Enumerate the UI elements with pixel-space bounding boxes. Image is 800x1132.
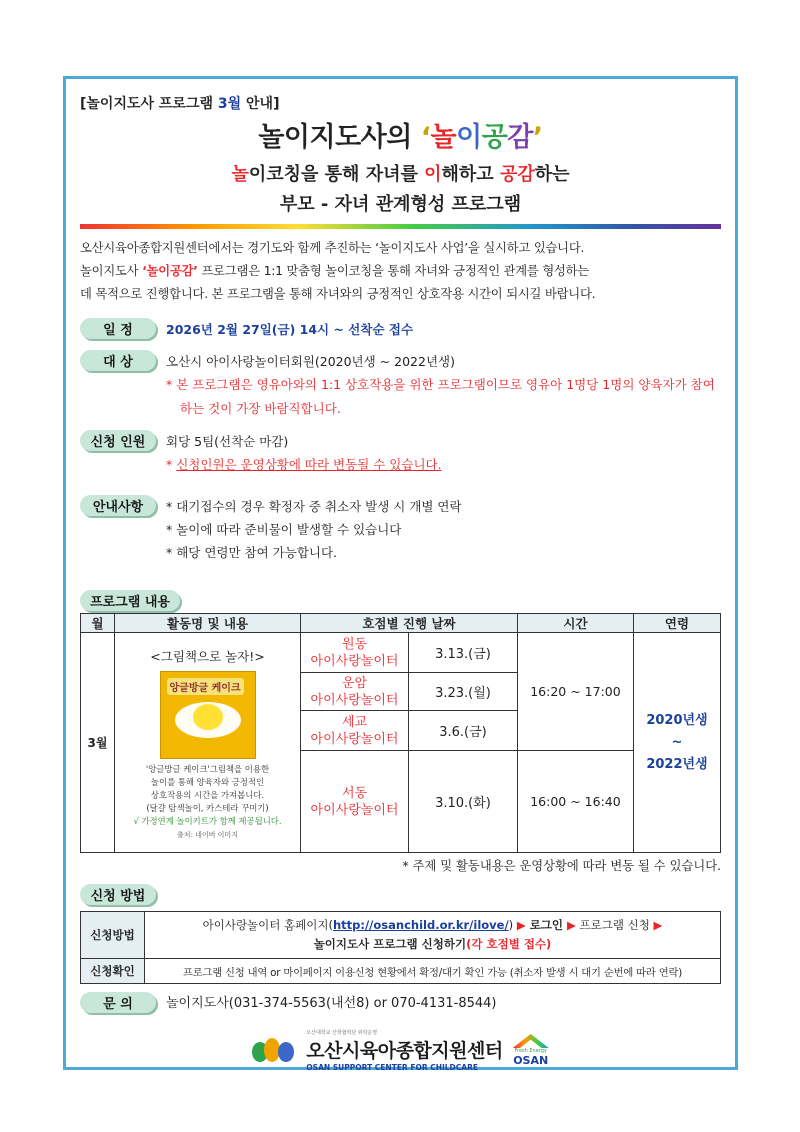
capacity-label: 신청 인원 — [80, 430, 156, 451]
location-type: 아이사랑놀이터 — [310, 802, 399, 818]
location-name: 서동 — [341, 785, 368, 801]
date-cell: 3.6.(금) — [409, 711, 518, 751]
capacity-note-star: * — [166, 457, 177, 472]
desc-line: 놀이를 통해 양육자와 긍정적인 — [150, 777, 265, 787]
activity-title: <그림책으로 놀자!> — [150, 649, 265, 664]
time-cell: 16:00 ~ 16:40 — [517, 751, 633, 853]
col-age: 연령 — [633, 614, 720, 633]
center-logo — [80, 1029, 721, 1072]
apply-method-head: 신청방법 — [81, 912, 145, 959]
subtitle-line-2: 부모 - 자녀 관계형성 프로그램 — [279, 194, 522, 215]
sub1-part-c: 이 — [424, 164, 442, 185]
schedule-value: 2026년 2월 27일(금) 14시 ~ 선착순 접수 — [166, 322, 414, 337]
activity-description — [115, 763, 300, 828]
arrow-icon: ▶ — [567, 918, 576, 932]
program-label: 프로그램 내용 — [80, 590, 180, 611]
schedule-row — [80, 318, 721, 341]
apply-login: 로그인 — [525, 918, 568, 932]
desc-line: 상호작용의 시간을 가져봅니다. — [150, 790, 265, 800]
age-to: 2022년생 — [646, 756, 708, 772]
osan-city-logo — [513, 1034, 549, 1067]
date-cell: 3.10.(화) — [409, 751, 518, 853]
contact-value: 놀이지도사(031-374-5563(내선8) or 070-4131-8544) — [166, 996, 497, 1011]
table-row — [81, 912, 721, 959]
capacity-content — [166, 430, 442, 477]
rainbow-divider — [80, 224, 721, 229]
center-name: 오산시육아종합지원센터 — [306, 1040, 503, 1062]
book-cover-image — [160, 671, 256, 759]
target-value: 오산시 아이사랑놀이터회원(2020년생 ~ 2022년생) — [166, 354, 455, 369]
apply-heading-row — [80, 884, 721, 905]
apply-line2-text: 놀이지도사 프로그램 신청하기 — [313, 937, 467, 951]
info-item: * 해당 연령만 참여 가능합니다. — [166, 545, 338, 560]
contact-row — [80, 992, 721, 1015]
intro-paragraph — [80, 237, 721, 306]
program-footnote: * 주제 및 활동내용은 운영상황에 따라 변동 될 수 있습니다. — [402, 859, 721, 873]
arrow-icon: ▶ — [516, 918, 526, 932]
info-label: 안내사항 — [80, 495, 156, 516]
subtitle-line-1 — [80, 160, 721, 186]
target-note: * 본 프로그램은 영유아와의 1:1 상호작용을 위한 프로그램이므로 영유아 1명당 1명의 양육자가 참여하는 것이 가장 바람직합니다. — [166, 377, 715, 416]
tag-suffix: 안내] — [241, 96, 280, 112]
title-char-2: 이 — [456, 122, 482, 153]
apply-method-cell — [145, 912, 721, 959]
center-logo-icon — [252, 1036, 296, 1066]
osan-slogan: Fresh Energy — [514, 1048, 547, 1054]
age-from: 2020년생 — [646, 712, 708, 728]
center-logo-top: 오산대학교 산학협력단 위탁운영 — [306, 1030, 378, 1036]
title-char-1: 놀 — [430, 122, 457, 153]
table-row — [81, 633, 721, 673]
sub1-part-e: 공감 — [499, 164, 535, 185]
osan-wing-icon — [513, 1034, 549, 1048]
center-english-name: OSAN SUPPORT CENTER FOR CHILDCARE — [306, 1063, 478, 1072]
target-content — [166, 350, 721, 421]
age-cell — [633, 633, 720, 853]
table-row — [81, 959, 721, 984]
location-name: 세교 — [341, 714, 368, 730]
image-source: 출처: 네이버 이미지 — [177, 831, 238, 839]
location-cell — [301, 673, 409, 711]
info-list — [166, 495, 462, 564]
capacity-note — [166, 453, 442, 477]
intro-line-2 — [80, 260, 721, 283]
apply-table — [80, 911, 721, 984]
intro-line-2-c: 프로그램은 1:1 맞춤형 놀이코칭을 통해 자녀와 긍정적인 관계를 형성하는 — [197, 264, 590, 278]
title-quote-close: ’ — [532, 122, 543, 153]
program-table — [80, 613, 721, 853]
target-row — [80, 350, 721, 421]
page-title — [80, 115, 721, 154]
info-item: * 놀이에 따라 준비물이 발생할 수 있습니다 — [166, 522, 402, 537]
desc-line-kit: √ 가정연계 놀이키트가 함께 제공됩니다. — [133, 816, 282, 826]
col-location-date: 호점별 진행 날짜 — [301, 614, 518, 633]
location-cell — [301, 711, 409, 751]
apply-method-line-2 — [151, 935, 714, 954]
capacity-value: 회당 5팀(선착순 마감) — [166, 434, 289, 449]
location-type: 아이사랑놀이터 — [310, 653, 399, 669]
activity-cell — [115, 633, 301, 853]
apply-line2-note: (각 호점별 접수) — [466, 937, 552, 951]
tag-prefix: [놀이지도사 프로그램 — [80, 96, 218, 112]
location-name: 운암 — [341, 675, 368, 691]
intro-line-2-b: ‘놀이공감’ — [142, 264, 198, 278]
schedule-label: 일 정 — [80, 318, 156, 339]
apply-label: 신청 방법 — [80, 884, 156, 905]
capacity-row — [80, 430, 721, 477]
apply-method-line-1 — [151, 916, 714, 935]
date-cell: 3.13.(금) — [409, 633, 518, 673]
location-name: 원동 — [341, 636, 368, 652]
title-char-3: 공 — [481, 122, 508, 153]
apply-text-b: ) — [508, 918, 517, 932]
contact-label: 문 의 — [80, 992, 156, 1013]
book-title: 앙글방글 케이크 — [167, 678, 244, 695]
intro-line-3: 데 목적으로 진행합니다. 본 프로그램을 통해 자녀와의 긍정적인 상호작용 시간이 되시길 바랍니다. — [80, 287, 596, 301]
target-label: 대 상 — [80, 350, 156, 371]
age-tilde: ~ — [671, 734, 683, 750]
location-cell — [301, 751, 409, 853]
notice-frame — [63, 76, 738, 1070]
intro-line-1: 오산시육아종합지원센터에서는 경기도와 함께 추진하는 ‘놀이지도사 사업’을 실시하고 있습니다. — [80, 241, 585, 255]
title-prefix: 놀이지도사의 — [258, 122, 421, 153]
title-char-4: 감 — [507, 122, 533, 153]
capacity-note-text: 신청인원은 운영상황에 따라 변동될 수 있습니다. — [176, 457, 442, 472]
osan-city-name: OSAN — [513, 1054, 549, 1067]
apply-text-a: 아이사랑놀이터 홈페이지( — [202, 918, 333, 932]
intro-line-2-a: 놀이지도사 — [80, 264, 143, 278]
sub1-part-a: 놀 — [231, 164, 249, 185]
yolk-illustration — [193, 704, 223, 730]
program-heading-row — [80, 590, 721, 611]
col-activity: 활동명 및 내용 — [115, 614, 301, 633]
title-quote-open: ‘ — [420, 122, 431, 153]
sub1-part-f: 하는 — [534, 164, 570, 185]
apply-confirm-head: 신청확인 — [81, 959, 145, 984]
center-logo-text — [306, 1029, 502, 1072]
location-type: 아이사랑놀이터 — [310, 731, 399, 747]
time-cell: 16:20 ~ 17:00 — [517, 633, 633, 751]
month-cell: 3월 — [81, 633, 115, 853]
location-cell — [301, 633, 409, 673]
desc-line: '앙글방글 케이크'그림책을 이용한 — [145, 764, 270, 774]
program-table-header — [81, 614, 721, 633]
homepage-link[interactable]: http://osanchild.or.kr/ilove/ — [332, 918, 509, 932]
apply-program: 프로그램 신청 — [575, 918, 654, 932]
program-tag — [80, 93, 721, 113]
sub1-part-d: 해하고 — [441, 164, 500, 185]
col-time: 시간 — [517, 614, 633, 633]
sub1-part-b: 이코칭을 통해 자녀를 — [248, 164, 425, 185]
date-cell: 3.23.(월) — [409, 673, 518, 711]
desc-line: (달걀 탐색놀이, 카스테라 꾸미기) — [146, 803, 269, 813]
arrow-icon: ▶ — [653, 918, 663, 932]
tag-month: 3월 — [217, 96, 242, 112]
col-month: 월 — [81, 614, 115, 633]
apply-confirm-cell: 프로그램 신청 내역 or 마이페이지 이용신청 현황에서 확정/대기 확인 가능 (취소자 발생 시 대기 순번에 따라 연락) — [145, 959, 721, 984]
info-item: * 대기접수의 경우 확정자 중 취소자 발생 시 개별 연락 — [166, 499, 462, 514]
location-type: 아이사랑놀이터 — [310, 692, 399, 708]
info-row — [80, 495, 721, 564]
